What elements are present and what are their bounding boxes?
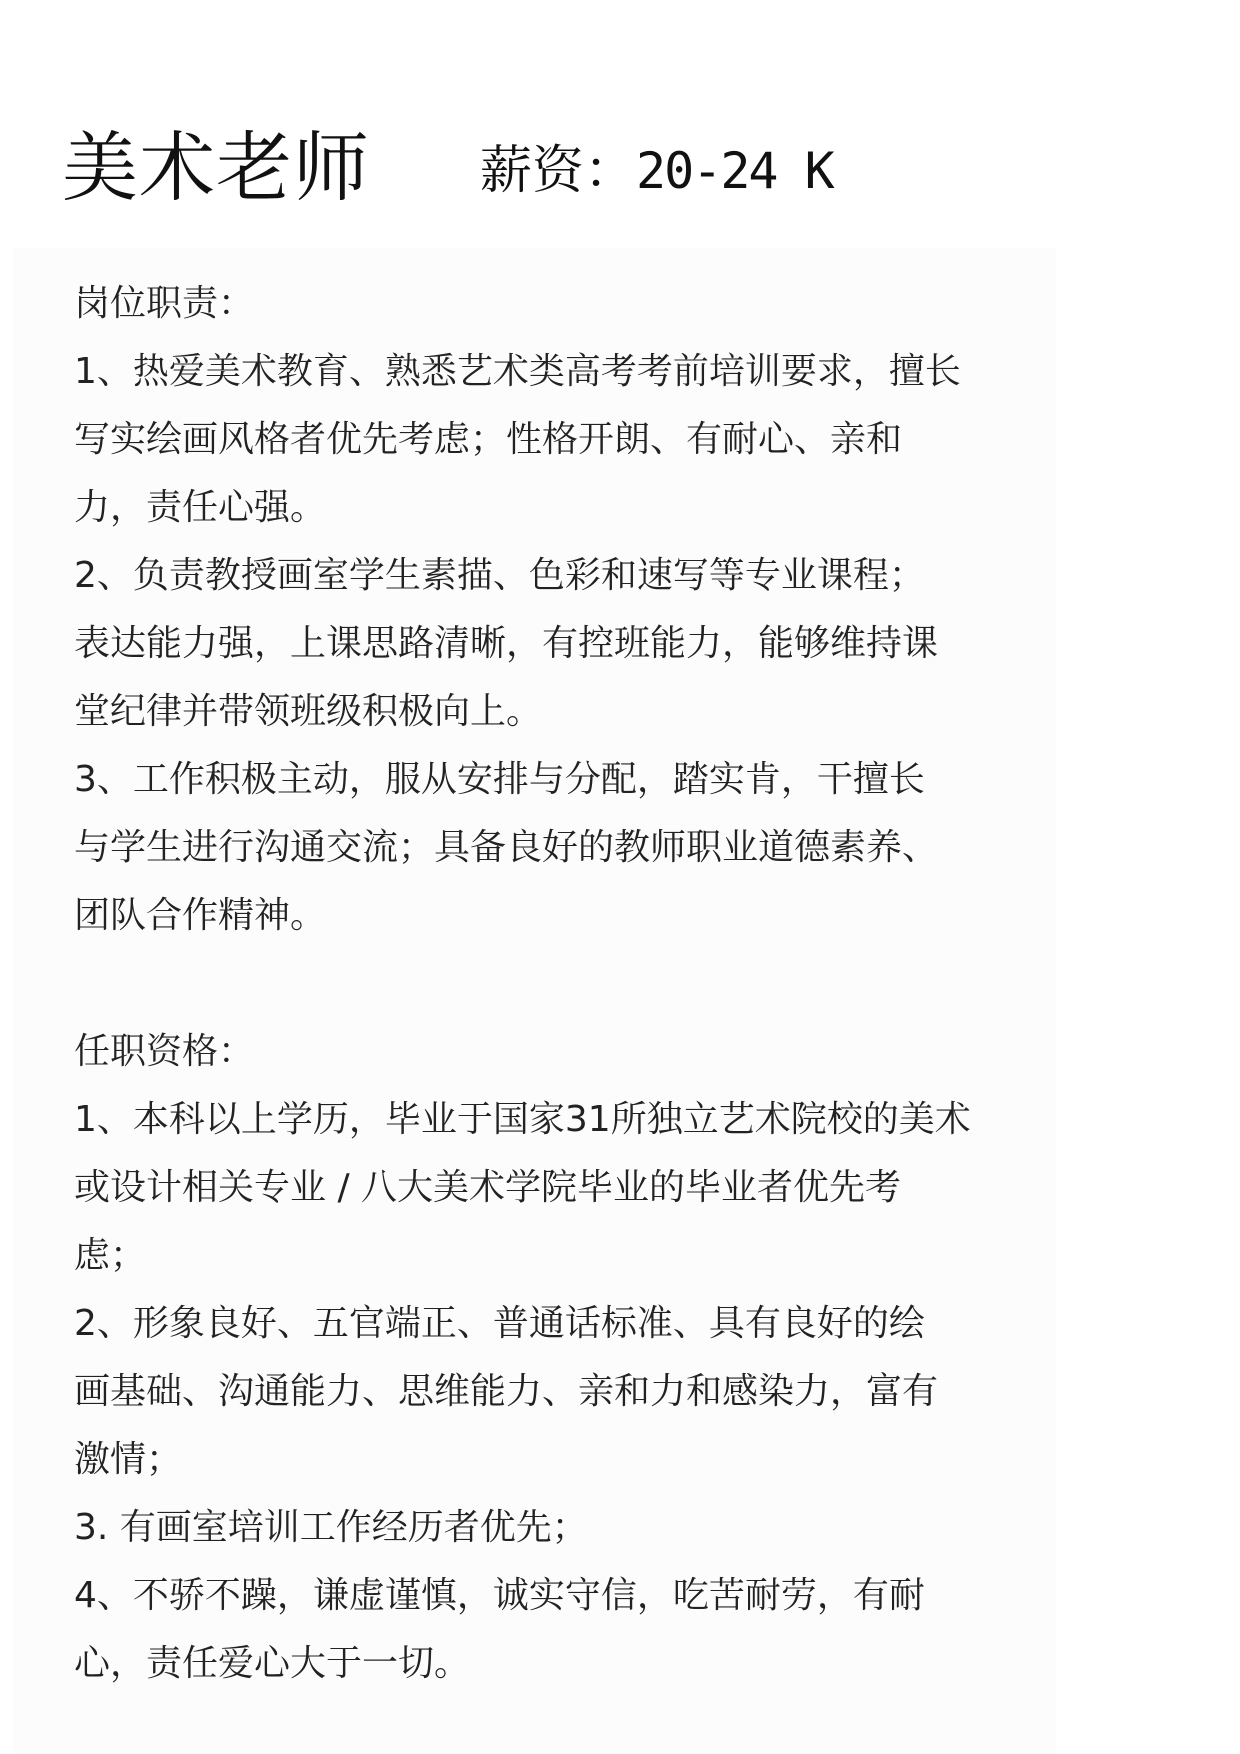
responsibility-line: 写实绘画风格者优先考虑；性格开朗、有耐心、亲和 [74,419,903,460]
responsibility-line: 3、工作积极主动，服从安排与分配，踏实肯，干擅长 [74,759,925,800]
qualification-line: 3. 有画室培训工作经历者优先； [74,1507,588,1548]
qualification-line: 心，责任爱心大于一切。 [74,1643,471,1684]
salary-value: 20-24 K [636,142,833,200]
qualification-line: 画基础、沟通能力、思维能力、亲和力和感染力，富有 [74,1371,939,1412]
qualification-line: 2、形象良好、五官端正、普通话标准、具有良好的绘 [74,1303,925,1344]
responsibilities-heading: 岗位职责： [74,283,255,324]
responsibility-line: 团队合作精神。 [74,895,327,936]
responsibility-line: 堂纪律并带领班级积极向上。 [74,691,543,732]
qualifications-heading: 任职资格： [74,1031,255,1072]
job-header [62,118,1162,218]
responsibility-line: 力，责任心强。 [74,487,327,528]
salary [480,126,833,216]
qualification-line: 4、不骄不躁，谦虚谨慎，诚实守信，吃苦耐劳，有耐 [74,1575,925,1616]
responsibility-line: 1、热爱美术教育、熟悉艺术类高考考前培训要求，擅长 [74,351,961,392]
section-spacer [74,950,1034,1018]
qualification-line: 或设计相关专业 / 八大美术学院毕业的毕业者优先考 [74,1167,902,1208]
salary-label: 薪资： [480,141,637,201]
job-description [74,270,1034,1698]
qualification-line: 虑； [74,1235,147,1276]
responsibility-line: 表达能力强，上课思路清晰，有控班能力，能够维持课 [74,623,939,664]
qualification-line: 1、本科以上学历，毕业于国家31所独立艺术院校的美术 [74,1099,971,1140]
responsibility-line: 2、负责教授画室学生素描、色彩和速写等专业课程； [74,555,925,596]
qualification-line: 激情； [74,1439,183,1480]
responsibility-line: 与学生进行沟通交流；具备良好的教师职业道德素养、 [74,827,939,868]
job-title: 美术老师 [62,123,370,212]
